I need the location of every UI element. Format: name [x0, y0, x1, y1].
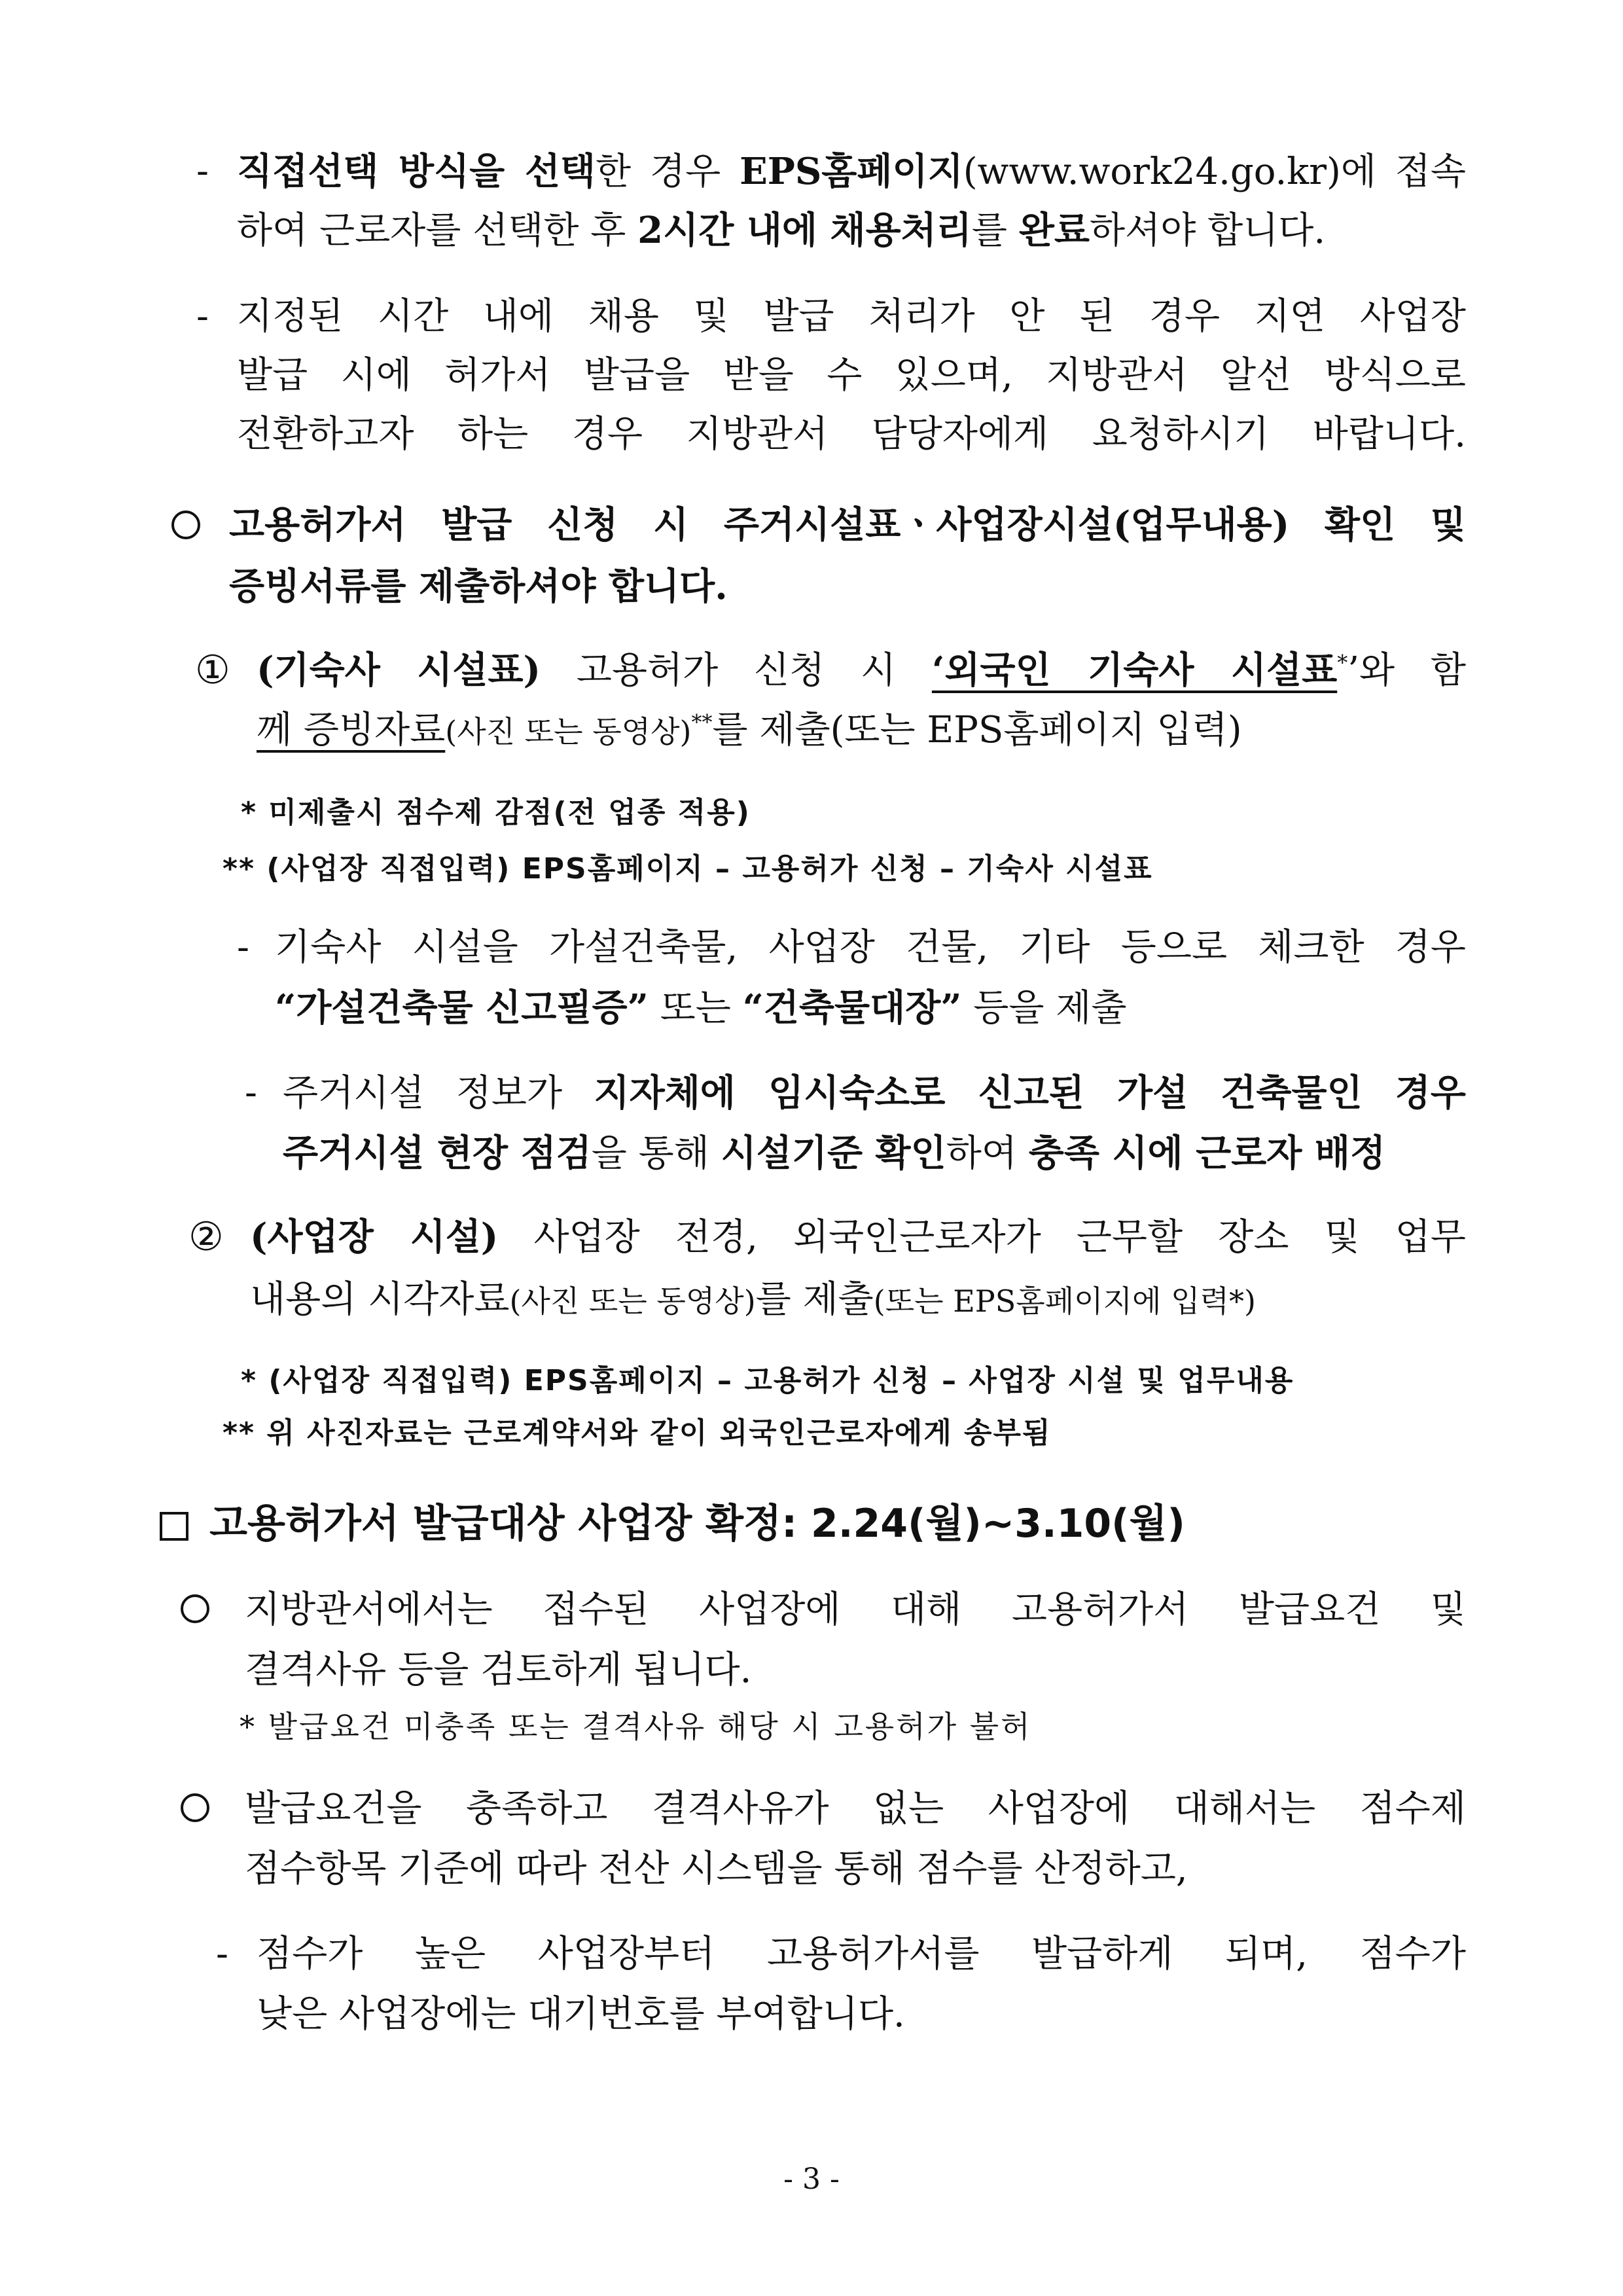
text: 하셔야 합니다.: [1090, 209, 1326, 252]
dash-marker: -: [237, 926, 249, 969]
paragraph-line: 지정된 시간 내에 채용 및 발급 처리가 안 된 경우 지연 사업장: [237, 295, 1466, 338]
footnote: * 발급요건 미충족 또는 결격사유 해당 시 고용허가 불허: [240, 1709, 1032, 1744]
text: 한 경우: [596, 151, 740, 193]
text: 고용허가 신청 시: [541, 649, 932, 692]
footnote-mark: **: [691, 709, 713, 735]
bold-text: (사업장 시설): [250, 1215, 499, 1259]
text: 사업장 전경, 외국인근로자가 근무할 장소 및 업무: [498, 1216, 1467, 1259]
paragraph-line: 지방관서에서는 접수된 사업장에 대해 고용허가서 발급요건 및: [245, 1588, 1466, 1631]
text: 를 제출(또는 EPS홈페이지 입력): [712, 709, 1242, 751]
paragraph-line: 점수가 높은 사업장부터 고용허가서를 발급하게 되며, 점수가: [257, 1933, 1466, 1975]
text: 내용의 시각자료: [250, 1278, 510, 1321]
circle-bullet-icon: [181, 1793, 209, 1822]
circle-bullet-icon: [171, 511, 200, 539]
text: 주거시설 정보가: [283, 1072, 594, 1115]
paragraph-line: 발급요건을 충족하고 결격사유가 없는 사업장에 대해서는 점수제: [245, 1787, 1466, 1830]
text: 를 제출: [755, 1278, 874, 1321]
text: 하여: [946, 1132, 1029, 1175]
paragraph-line: [250, 1211, 1466, 1264]
text: (www.work24.go.kr)에 접속: [963, 151, 1466, 193]
page-number: - 3 -: [783, 2162, 840, 2196]
bold-text: “가설건축물 신고필증”: [275, 986, 649, 1030]
paragraph-line: [250, 1274, 1466, 1327]
dash-marker: -: [245, 1071, 257, 1114]
text: 또는: [648, 987, 743, 1030]
small-text: (또는 EPS홈페이지에 입력*): [873, 1283, 1256, 1319]
paragraph-line: [237, 145, 1466, 198]
bold-text: (기숙사 시설표): [257, 649, 541, 692]
bold-text: “건축물대장”: [742, 986, 962, 1030]
paragraph-line: 전환하고자 하는 경우 지방관서 담당자에게 요청하시기 바랍니다.: [237, 413, 1466, 456]
text: 을 통해: [591, 1132, 721, 1175]
paragraph-line: 발급 시에 허가서 발급을 받을 수 있으며, 지방관서 알선 방식으로: [237, 354, 1466, 397]
paragraph-line: [257, 644, 1466, 697]
paragraph-line: 결격사유 등을 검토하게 됩니다.: [245, 1649, 752, 1691]
underlined-bold-text: ‘외국인 기숙사 시설표: [931, 649, 1338, 692]
bold-text: 완료: [1018, 209, 1090, 252]
small-text: (사진 또는 동영상): [509, 1283, 756, 1319]
footnote: * (사업장 직접입력) EPS홈페이지 – 고용허가 신청 – 사업장 시설 및 업무내용: [241, 1364, 1294, 1397]
circle-bullet-icon: [181, 1594, 209, 1623]
text: 를: [971, 209, 1019, 252]
footnote: ** (사업장 직접입력) EPS홈페이지 – 고용허가 신청 – 기숙사 시설표: [223, 852, 1153, 886]
bold-text: 직접선택 방식을 선택: [237, 150, 596, 193]
text: 하여 근로자를 선택한 후: [237, 209, 638, 252]
dash-marker: -: [196, 295, 209, 338]
paragraph-line: [283, 1067, 1466, 1120]
dash-marker: -: [216, 1933, 228, 1975]
footnote: * 미제출시 점수제 감점(전 업종 적용): [241, 796, 751, 829]
paragraph-line: [237, 204, 1325, 257]
square-bullet-icon: [160, 1512, 188, 1541]
footnote-mark: *: [1337, 650, 1348, 675]
text: 등을 제출: [961, 987, 1127, 1030]
bold-text: EPS홈페이지: [740, 150, 963, 193]
section-heading: 고용허가서 발급대상 사업장 확정: 2.24(월)~3.10(월): [209, 1501, 1185, 1547]
paragraph-line: [275, 982, 1127, 1035]
bold-text: 시설기준 확인: [721, 1132, 946, 1175]
paragraph-line: [257, 704, 1242, 758]
bold-text: 지자체에 임시숙소로 신고된 가설 건축물인 경우: [594, 1071, 1466, 1115]
dash-marker: -: [196, 150, 209, 192]
underlined-text: 께 증빙자료: [257, 709, 446, 751]
paragraph-line: 점수항목 기준에 따라 전산 시스템을 통해 점수를 산정하고,: [245, 1848, 1188, 1890]
bold-text: 충족 시에 근로자 배정: [1028, 1132, 1386, 1175]
bold-text: 주거시설 현장 점검: [283, 1132, 592, 1175]
circled-number-two: ②: [188, 1214, 224, 1260]
footnote: ** 위 사진자료는 근로계약서와 같이 외국인근로자에게 송부됨: [223, 1416, 1052, 1450]
text: ’와 함: [1347, 649, 1466, 692]
paragraph-line: 기숙사 시설을 가설건축물, 사업장 건물, 기타 등으로 체크한 경우: [275, 926, 1466, 969]
bold-text: 2시간 내에 채용처리: [637, 209, 972, 252]
paragraph-line: [283, 1127, 1385, 1180]
circled-number-one: ①: [195, 647, 230, 693]
paragraph-line: 고용허가서 발급 신청 시 주거시설표ㆍ사업장시설(업무내용) 확인 및: [229, 503, 1466, 547]
small-text: (사진 또는 동영상): [445, 714, 692, 749]
paragraph-line: 증빙서류를 제출하셔야 합니다.: [229, 565, 728, 608]
paragraph-line: 낮은 사업장에는 대기번호를 부여합니다.: [257, 1993, 905, 2036]
